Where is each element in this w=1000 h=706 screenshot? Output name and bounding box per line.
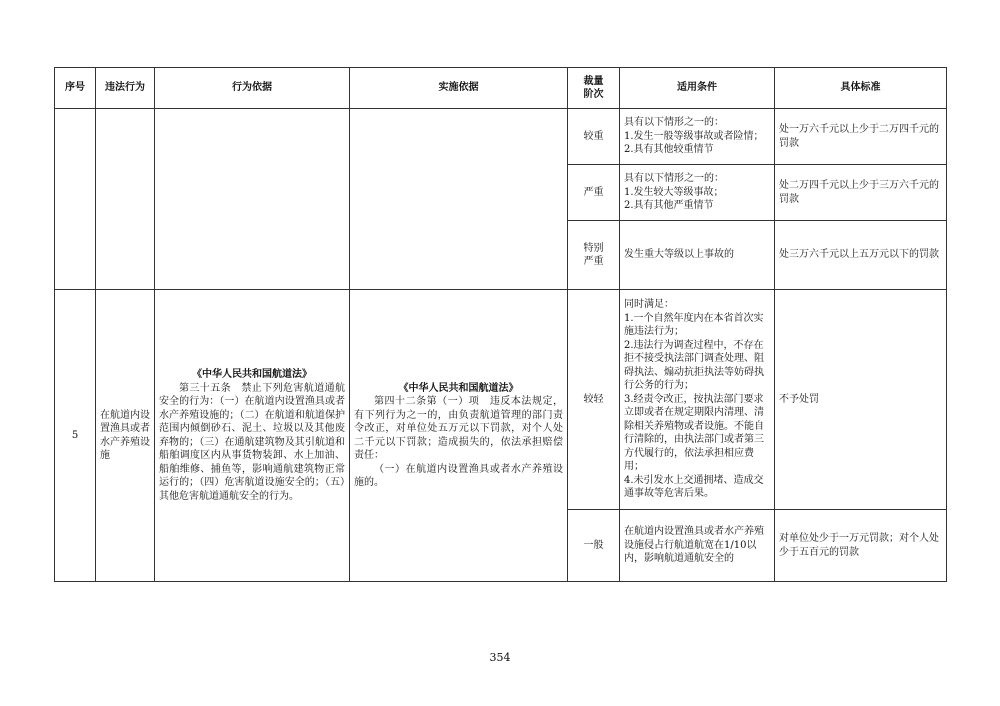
implementation-cell bbox=[350, 290, 568, 582]
prev-violation-cell bbox=[96, 109, 155, 290]
discretion-level: 较重 bbox=[568, 109, 620, 165]
header-conditions: 适用条件 bbox=[620, 68, 775, 109]
header-standard: 具体标准 bbox=[775, 68, 947, 109]
item-number: 5 bbox=[55, 290, 96, 582]
table-row bbox=[55, 109, 947, 165]
discretion-level: 一般 bbox=[568, 510, 620, 582]
standard-cell: 对单位处少于一万元罚款；对个人处少于五百元的罚款 bbox=[775, 510, 947, 582]
implementation-law-title: 《中华人民共和国航道法》 bbox=[398, 382, 519, 394]
condition-cell: 在航道内设置渔具或者水产养殖设施侵占行航道航宽在1/10以内，影响航道通航安全的 bbox=[620, 510, 775, 582]
condition-cell: 发生重大等级以上事故的 bbox=[620, 221, 775, 290]
implementation-article-text: 第四十二条第（一）项 违反本法规定，有下列行为之一的，由负责航道管理的部门责令改正，对单位处五万元以下罚款，对个人处二千元以下罚款；造成损失的，依法承担赔偿责任： bbox=[354, 396, 563, 461]
discretion-level-label: 特别严重 bbox=[583, 242, 604, 267]
condition-cell: 同时满足： 1.一个自然年度内在本省首次实施违法行为； 2.违法行为调查过程中，不存在拒不接受执法部门调查处理、阻碍执法、煽动抗拒执法等妨碍执行公务的行为； 3.经责令改正，按执法部门要求立即或者在规定期限内清理、清除相关养殖物或者设施。不能自行清除的，由执法部门或者第三方代履行的，依法承担相应费用； 4.未引发水上交通拥堵、造成交通事故等危害后果。 bbox=[620, 290, 775, 510]
standard-cell: 处一万六千元以上少于二万四千元的罚款 bbox=[775, 109, 947, 165]
prev-implementation-cell bbox=[350, 109, 568, 290]
condition-cell: 具有以下情形之一的： 1.发生较大等级事故； 2.具有其他严重情节 bbox=[620, 165, 775, 221]
prev-basis-cell bbox=[155, 109, 350, 290]
implementation-item-text: （一）在航道内设置渔具或者水产养殖设施的。 bbox=[354, 463, 563, 488]
table-row bbox=[55, 290, 947, 510]
standard-cell: 处三万六千元以上五万元以下的罚款 bbox=[775, 221, 947, 290]
header-implementation: 实施依据 bbox=[350, 68, 568, 109]
discretion-level bbox=[568, 221, 620, 290]
penalty-standard-table bbox=[54, 67, 947, 582]
violation-cell: 在航道内设置渔具或者水产养殖设施 bbox=[96, 290, 155, 582]
page-number: 354 bbox=[489, 651, 511, 664]
basis-article-text: 第三十五条 禁止下列危害航道通航安全的行为：（一）在航道内设置渔具或者水产养殖设施的；（二）在航道和航道保护范围内倾倒砂石、泥土、垃圾以及其他废弃物的；（三）在通航建筑物及其引航道和船舶调度区内从事货物装卸、水上加油、船舶维修、捕鱼等，影响通航建筑物正常运行的；（四）危害航道设施安全的；（五）其他危害航道通航安全的行为。 bbox=[159, 382, 345, 502]
header-row bbox=[55, 68, 947, 109]
prev-no-cell bbox=[55, 109, 96, 290]
discretion-level: 严重 bbox=[568, 165, 620, 221]
discretion-level: 较轻 bbox=[568, 290, 620, 510]
header-discretion bbox=[568, 68, 620, 109]
condition-cell: 具有以下情形之一的： 1.发生一般等级事故或者险情； 2.具有其他较重情节 bbox=[620, 109, 775, 165]
standard-cell: 处二万四千元以上少于三万六千元的罚款 bbox=[775, 165, 947, 221]
basis-cell bbox=[155, 290, 350, 582]
header-violation: 违法行为 bbox=[96, 68, 155, 109]
header-discretion-label: 裁量阶次 bbox=[583, 75, 604, 100]
basis-law-title: 《中华人民共和国航道法》 bbox=[192, 369, 312, 380]
header-no: 序号 bbox=[55, 68, 96, 109]
standard-cell: 不予处罚 bbox=[775, 290, 947, 510]
header-basis: 行为依据 bbox=[155, 68, 350, 109]
